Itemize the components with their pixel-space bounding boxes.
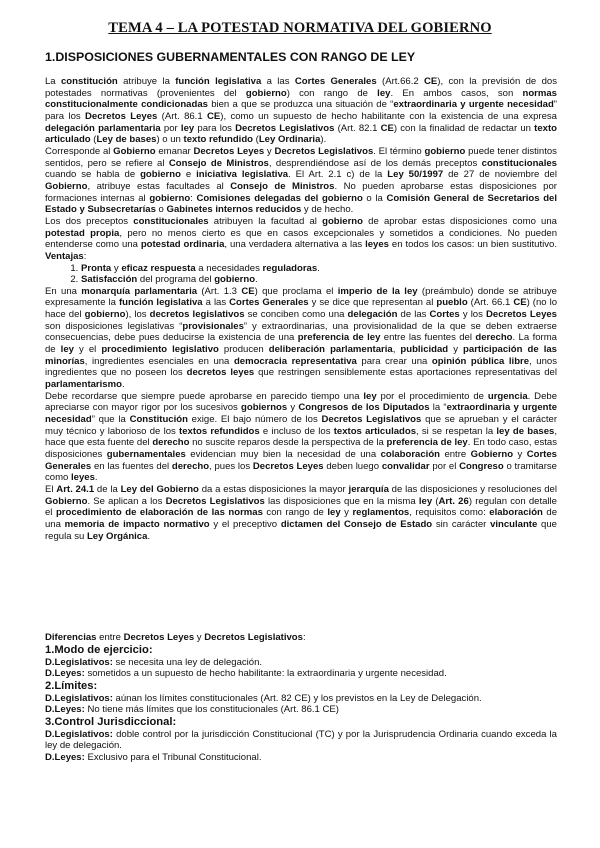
bold-term: ley [377, 87, 391, 99]
text-run: y [448, 344, 464, 356]
bold-term: parlamentarismo [45, 379, 122, 391]
text-run: . El Art. 2.1 c) de la [288, 169, 388, 181]
text-run: . En todo caso, estas disposiciones [45, 437, 557, 460]
bold-term: Gobierno [470, 449, 514, 460]
bold-term: CE [380, 122, 394, 134]
text-run: aúnan los límites constitucionales (Art. 82 CE) y los previstos en la Ley de Delegación. [112, 692, 482, 704]
bold-term: monarquía parlamentaria [81, 285, 198, 297]
bold-term: procedimiento de elaboración de las normas [55, 507, 263, 519]
text-run: de la [94, 483, 121, 495]
bold-term: Gobierno [45, 180, 88, 192]
bold-term: Ventajas [45, 250, 84, 262]
bold-term: gobierno [424, 145, 466, 157]
text-run: (Art.66.2 [376, 76, 425, 87]
bold-term: Decretos Legislativos [165, 495, 265, 507]
bold-term: Consejo de Ministros [230, 180, 335, 192]
text-run: y [111, 262, 122, 274]
text-run: ), con la previsión de dos potestades normativas (provenientes del [45, 76, 558, 99]
text-run: por el [429, 460, 460, 472]
text-run: , hace que esta fuente del [45, 425, 557, 449]
bold-term: memoria de impacto normativo [64, 518, 210, 530]
text-run: por [160, 122, 181, 134]
bold-term: delegación [347, 309, 398, 321]
text-run: . El término [373, 145, 425, 157]
text-run: y [513, 449, 527, 460]
text-run: ) con la finalidad de redactar un [393, 122, 535, 134]
bold-term: Constitución [129, 414, 188, 426]
bold-term: potestad ordinaria [140, 239, 225, 251]
text-run: Exclusivo para el Tribunal Constitucional. [84, 751, 262, 763]
bold-term: Diferencias [45, 632, 97, 643]
bold-term: gobierno [322, 215, 363, 227]
text-run: en las fuentes del [91, 460, 172, 472]
page-title: TEMA 4 – LA POTESTAD NORMATIVA DEL GOBIERNO [108, 20, 492, 36]
text-run: entre las fuentes del [380, 332, 476, 344]
text-run: doble control por la jurisdicción Constitucional (TC) y por la Jurisprudencia Ordinaria cuando exceda la ley de delegación. [45, 728, 557, 751]
bold-term: deliberación parlamentaria [268, 344, 393, 356]
bold-term: gobierno [140, 169, 181, 181]
text-run: y el preceptivo [209, 518, 281, 530]
text-run: sometidos a un supuesto de hecho habilitante: la extraordinaria y urgente necesidad. [84, 668, 447, 679]
text-run: atribuyen la facultad al [208, 215, 323, 227]
bold-term: CE [424, 76, 438, 87]
bold-term: Decretos Leyes [123, 632, 195, 643]
bold-term: Decretos Legislativos [321, 414, 422, 426]
paragraph [45, 286, 557, 391]
bold-term: Consejo de Ministros [168, 157, 269, 169]
text-run: que restringen sensiblemente estas aportaciones representativas del [254, 367, 557, 379]
text-run: se conciben como una [244, 309, 348, 321]
text-run: entre [96, 632, 124, 643]
text-run: . [147, 530, 151, 542]
bold-term: Satisfacción [81, 274, 138, 286]
bold-term: D.Leyes: [45, 704, 85, 715]
difference-line [45, 752, 557, 764]
bold-term: ley [327, 507, 341, 519]
bold-term: Comisiones delegadas del gobierno [196, 192, 363, 204]
text-run: a necesidades [195, 262, 263, 274]
bold-term: reguladoras [262, 262, 318, 274]
paragraph [45, 146, 557, 216]
text-run: o [155, 204, 167, 216]
text-run: (Art. 86.1 [157, 110, 207, 122]
text-run: ), como un supuesto de hecho habilitante con la existencia de una expresa [220, 110, 557, 122]
section-heading: 1.DISPOSICIONES GUBERNAMENTALES CON RANGO DE LEY [45, 50, 416, 64]
bold-term: eficaz respuesta [121, 262, 196, 274]
bold-term: preferencia de ley [297, 332, 381, 344]
text-run: (Art. 1.3 [197, 285, 242, 297]
bold-term: gobierno [149, 192, 191, 204]
paragraph [45, 76, 557, 146]
bold-term: gubernamentales [106, 449, 186, 460]
difference-line [45, 729, 557, 752]
bold-term: Ley Orgánica [86, 530, 148, 542]
bold-term: derecho [171, 460, 210, 472]
text-run: . [317, 262, 320, 274]
bold-term: CE [207, 110, 221, 122]
bold-term: Cortes Generales [45, 449, 557, 472]
bold-term: elaboración [489, 507, 543, 519]
text-run: ) o un [156, 134, 184, 146]
text-run: (Art. 82.1 [334, 122, 381, 134]
bold-term: jerarquía [348, 483, 389, 495]
bold-term: CE [513, 297, 527, 309]
text-run: del programa del [137, 274, 215, 286]
paragraph [45, 484, 557, 542]
list-item [81, 274, 557, 286]
text-run: ). [320, 134, 327, 146]
bold-term: vinculante [490, 518, 538, 530]
text-run: y [194, 632, 205, 643]
text-run: , desprendiéndose así de los demás preceptos [268, 157, 482, 169]
bold-term: preferencia de ley [386, 437, 468, 449]
text-run: , atribuye estas facultades al [87, 180, 231, 192]
text-run: Los dos preceptos [45, 215, 134, 227]
text-run: ), los [125, 309, 150, 321]
text-run: ) con rango de [286, 87, 378, 99]
bold-term: D.Leyes: [45, 751, 85, 763]
text-run: ) que proclama el [254, 285, 338, 297]
bold-term: textos articulados [333, 425, 417, 437]
difference-line [45, 693, 557, 705]
bold-term: dictamen del Consejo de Estado [280, 518, 433, 530]
text-run: y los [459, 309, 486, 321]
bold-term: gobierno [84, 309, 126, 321]
text-run: para crear una [356, 355, 432, 367]
text-run: son disposiciones legislativas “ [45, 320, 183, 332]
text-run: (preámbulo) donde se atribuye expresamente la [45, 285, 557, 309]
difference-line [45, 657, 557, 669]
bold-term: D.Legislativos: [45, 656, 113, 668]
bold-term: normas constitucionalmente condicionadas [45, 87, 557, 111]
text-run: que se aprueban y el carácter muy técnico y laborioso de los [45, 414, 557, 437]
advantages-list [45, 263, 557, 286]
text-run: y [264, 145, 275, 157]
bold-term: Ley 50/1997 [387, 169, 444, 181]
bold-term: CE [241, 285, 255, 297]
bold-term: ley [60, 344, 74, 356]
text-run: , unos ingredientes que no poseen los [45, 355, 557, 379]
subheading: 3.Control Jurisdiccional: [45, 715, 177, 728]
differences-intro [45, 632, 557, 644]
text-run: y el [73, 344, 102, 356]
bold-term: iniciativa legislativa [196, 169, 289, 181]
bold-term: gobiernos [241, 402, 288, 414]
text-run: . La forma de [45, 332, 557, 356]
text-run: deben luego [323, 460, 382, 472]
bold-term: Pronta [81, 262, 112, 274]
text-run: sin carácter [432, 518, 491, 530]
bold-term: D.Leyes: [45, 668, 85, 679]
bold-term: opinión pública libre [431, 355, 530, 367]
text-run: emanar [155, 145, 194, 157]
text-run: : [302, 632, 306, 643]
bold-term: Decretos Leyes [85, 110, 158, 122]
text-run: para los [194, 122, 236, 134]
text-run: da a estas disposiciones la mayor [198, 483, 349, 495]
bold-term: texto articulado [45, 122, 557, 146]
bold-term: textos refundidos [179, 425, 260, 437]
bold-term: Art. 24.1 [56, 483, 95, 495]
bold-term: Decretos Legislativos [204, 632, 303, 643]
bold-term: imperio de la ley [337, 285, 418, 297]
bold-term: derecho [152, 437, 190, 449]
bold-term: Decretos Leyes [252, 460, 324, 472]
bold-term: D.Legislativos: [45, 728, 113, 740]
bold-term: constitución [61, 76, 118, 87]
text-run: y de hecho. [301, 204, 354, 216]
text-run: de 27 de noviembre del [443, 169, 557, 181]
text-run: (Art. 66.1 [467, 297, 514, 309]
bold-term: leyes [71, 472, 95, 484]
text-run: , pues los [209, 460, 253, 472]
bold-term: Comisión General de Secretarios del Estado y Subsecretarías [45, 192, 557, 216]
text-run: . [255, 274, 258, 286]
text-run: e incluso de los [259, 425, 334, 437]
text-run: de las disposiciones y resoluciones del [388, 483, 557, 495]
bold-term: extraordinaria y urgente necesidad [45, 402, 558, 426]
text-run: ( [90, 134, 97, 146]
bold-term: reglamentos [352, 507, 410, 519]
bold-term: gobierno [214, 274, 256, 286]
bold-term: ley [180, 122, 195, 134]
text-run: ” para los [45, 99, 557, 122]
main-body [45, 76, 557, 542]
bold-term: pueblo [436, 297, 468, 309]
text-run: , requisitos como: [409, 507, 490, 519]
bold-term: colaboración [380, 449, 440, 460]
bold-term: urgencia [487, 390, 528, 402]
text-run: . Se aplican a los [87, 495, 166, 507]
bold-term: Art. 26 [438, 495, 469, 507]
subheading: 1.Modo de ejercicio: [45, 643, 153, 656]
text-run: ( [432, 495, 439, 507]
bold-term: decretos leyes [186, 367, 255, 379]
bold-term: ley de bases [496, 425, 555, 437]
text-run: No tiene más límites que los constitucionales (Art. 86.1 CE) [84, 704, 339, 715]
bold-term: ley [418, 495, 433, 507]
text-run: y [340, 507, 353, 519]
text-run: con rango de [262, 507, 328, 519]
bold-term: provisionales [182, 320, 244, 332]
bold-term: constitucionales [133, 215, 209, 227]
text-run: ( [253, 134, 259, 146]
text-run: y [287, 402, 299, 414]
text-run: atribuye la [117, 76, 176, 87]
bold-term: gobierno [245, 87, 287, 99]
text-run: evidencian muy bien la necesidad de una [185, 449, 381, 460]
bold-term: Decretos Legislativos [274, 145, 374, 157]
bold-term: Cortes Generales [294, 76, 377, 87]
text-run: exige. El bajo número de los [187, 414, 322, 426]
list-item [81, 263, 557, 275]
bold-term: D.Legislativos: [45, 692, 113, 704]
text-run: entre [440, 449, 471, 460]
subheading: 2.Límites: [45, 679, 98, 692]
bold-term: delegación parlamentaria [45, 122, 161, 134]
difference-line [45, 704, 557, 716]
text-run: de una [45, 507, 558, 530]
bold-term: Decretos Legislativos [235, 122, 335, 134]
text-run: ) regulan con detalle el [45, 495, 557, 519]
text-run: y se dice que representan al [308, 297, 437, 309]
bold-term: Decretos Leyes [485, 309, 557, 321]
text-run: se necesita una ley de delegación. [112, 656, 263, 668]
bold-term: Gabinetes internos reducidos [166, 204, 302, 216]
text-run: e [180, 169, 197, 181]
bold-term: Congreso [459, 460, 504, 472]
paragraph [45, 391, 557, 484]
text-run: , ingredientes esenciales en una [84, 355, 234, 367]
bold-term: Gobierno [113, 145, 156, 157]
text-run: cuando se habla de [45, 169, 141, 181]
text-run: . En ambos casos, son [390, 87, 523, 99]
text-run: , si se respetan la [416, 425, 497, 437]
text-run: . No pueden aprobarse estas disposiciones por formaciones internas al [45, 180, 557, 204]
text-run: . [94, 472, 98, 484]
bold-term: constitucionales [481, 157, 557, 169]
text-run: : [190, 192, 197, 204]
bold-term: publicidad [400, 344, 449, 356]
text-run: producen [218, 344, 269, 356]
bold-term: Ley del Gobierno [120, 483, 199, 495]
text-run: ” y extraordinarias, una provisionalidad de la que se deben extraerse consecuencias, debe pues deducirse la existencia de una [45, 320, 557, 344]
bold-term: decretos legislativos [149, 309, 245, 321]
text-run: puede tener distintos sentidos, pero se refiere al [45, 145, 557, 169]
bold-term: Decretos Leyes [193, 145, 265, 157]
difference-line [45, 668, 557, 680]
text-run: o la [362, 192, 387, 204]
text-run: Debe recordarse que siempre puede aprobarse en parecido tiempo una [45, 390, 364, 402]
text-run: en todos los casos: un bien sustitutivo. [388, 239, 557, 251]
bold-term: derecho [475, 332, 513, 344]
text-run: El [45, 483, 57, 495]
text-run: , [392, 344, 401, 356]
text-run: a las [202, 297, 230, 309]
bold-term: Gobierno [45, 495, 88, 507]
bold-term: Cortes Generales [229, 297, 309, 309]
text-run: . [121, 379, 125, 391]
text-run: ” que la [91, 414, 130, 426]
bold-term: convalidar [381, 460, 430, 472]
text-run: Corresponde al [45, 145, 114, 157]
bold-term: ley [363, 390, 377, 402]
text-run: , pero no menos cierto es que en casos excepcionales y sometidos a condiciones. No pueden entenderse como una [45, 227, 558, 251]
bold-term: Congresos de los Diputados [298, 402, 430, 414]
differences-section [45, 632, 557, 763]
bold-term: texto refundido [183, 134, 253, 146]
text-run: La [45, 76, 61, 87]
bold-term: Ley Ordinaria [258, 134, 321, 146]
bold-term: procedimiento legislativo [101, 344, 219, 356]
bold-term: extraordinaria y urgente necesidad [393, 99, 554, 111]
text-run: , una verdadera alternativa a las [224, 239, 366, 251]
bold-term: función legislativa [175, 76, 262, 87]
text-run: En una [45, 285, 82, 297]
text-run: la “ [429, 402, 447, 414]
bold-term: leyes [365, 239, 389, 251]
text-run: de aprobar estas disposiciones como una [362, 215, 557, 227]
text-run: o tramitarse como [45, 460, 557, 484]
text-run: bien a que se produzca una situación de “ [207, 99, 394, 111]
text-run: ) (no lo hace del [45, 297, 558, 321]
paragraph [45, 216, 557, 263]
text-run: las disposiciones que en la misma [264, 495, 419, 507]
text-run: de las [397, 309, 430, 321]
bold-term: función legislativa [118, 297, 203, 309]
text-run: no suscite reparos desde la perspectiva de la [189, 437, 387, 449]
bold-term: democracia representativa [233, 355, 357, 367]
text-run: . Debe apreciarse con mayor rigor por los sucesivos [45, 390, 558, 414]
text-run: por el procedimiento de [376, 390, 488, 402]
bold-term: Cortes [429, 309, 460, 321]
bold-term: potestad propia [45, 227, 120, 239]
text-run: : [83, 250, 87, 262]
bold-term: participación de las minorías [45, 344, 557, 367]
bold-term: Ley de bases [96, 134, 157, 146]
text-run: que regula su [45, 518, 557, 542]
text-run: a las [261, 76, 295, 87]
